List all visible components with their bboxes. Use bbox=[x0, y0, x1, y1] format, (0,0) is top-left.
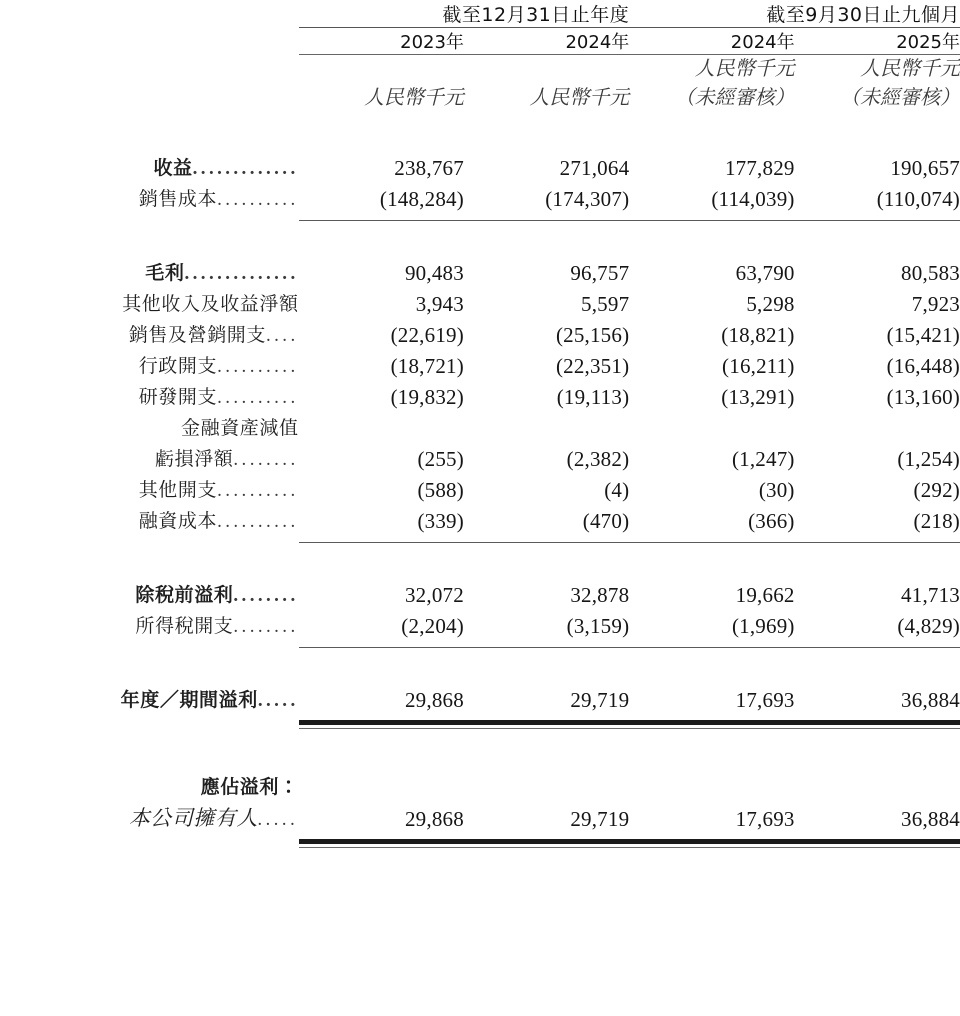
table-row bbox=[0, 413, 960, 444]
cell-value: 19,662 bbox=[735, 583, 795, 607]
row-label-finance-costs: 融資成本.......... bbox=[138, 510, 299, 532]
cell-value: (16,448) bbox=[886, 354, 960, 378]
cell-value: 41,713 bbox=[901, 583, 960, 607]
table-row bbox=[0, 153, 960, 184]
cell-value: (588) bbox=[417, 478, 464, 502]
header-year-2024-annual: 2024年 bbox=[565, 32, 630, 53]
subtotal-rule bbox=[795, 215, 960, 228]
table-row bbox=[0, 580, 960, 611]
subtotal-rule bbox=[464, 215, 629, 228]
subtotal-rule bbox=[299, 215, 464, 228]
cell-value: (15,421) bbox=[886, 323, 960, 347]
total-double-rule bbox=[464, 835, 629, 851]
rule-blank bbox=[0, 716, 299, 732]
total-double-rule bbox=[629, 716, 794, 732]
spacer-before-net-profit bbox=[0, 655, 960, 685]
cell-value: 90,483 bbox=[404, 261, 464, 285]
subtotal-rule bbox=[299, 537, 464, 550]
subtotal-rule-row bbox=[0, 215, 960, 228]
spacer-after-header bbox=[0, 113, 960, 153]
subtotal-rule bbox=[629, 642, 794, 655]
total-double-rule bbox=[464, 716, 629, 732]
table-row bbox=[0, 382, 960, 413]
header-corner-blank bbox=[0, 0, 299, 27]
cell-value: (13,160) bbox=[886, 385, 960, 409]
header-year-2025-interim: 2025年 bbox=[896, 32, 960, 53]
cell-value: (470) bbox=[582, 509, 630, 533]
row-label-other-income: 其他收入及收益淨額 bbox=[122, 293, 299, 315]
subtotal-rule bbox=[464, 537, 629, 550]
subtotal-rule bbox=[629, 215, 794, 228]
row-label-impairment-line2: 虧損淨額........ bbox=[155, 448, 299, 470]
cell-value bbox=[629, 772, 794, 803]
cell-value: 80,583 bbox=[901, 261, 960, 285]
cell-value: 29,868 bbox=[404, 688, 464, 712]
cell-value: (19,113) bbox=[556, 385, 630, 409]
cell-value: 63,790 bbox=[735, 261, 795, 285]
subtotal-rule bbox=[629, 537, 794, 550]
cell-value: (4,829) bbox=[897, 614, 960, 638]
cell-value: 32,878 bbox=[570, 583, 630, 607]
cell-value: 3,943 bbox=[415, 292, 464, 316]
spacer-before-gross-profit bbox=[0, 228, 960, 258]
header-group-row bbox=[0, 0, 960, 27]
header-year-2023: 2023年 bbox=[400, 32, 464, 53]
cell-value: (25,156) bbox=[555, 323, 630, 347]
subtotal-rule-row bbox=[0, 537, 960, 550]
cell-value bbox=[795, 413, 960, 444]
cell-value: 7,923 bbox=[911, 292, 960, 316]
cell-value bbox=[299, 772, 464, 803]
cell-value: (2,204) bbox=[401, 614, 464, 638]
table-row bbox=[0, 685, 960, 716]
cell-value: (3,159) bbox=[566, 614, 630, 638]
cell-value: 177,829 bbox=[724, 156, 795, 180]
rule-blank bbox=[0, 215, 299, 228]
unit-line1: 人民幣千元 bbox=[694, 58, 795, 80]
table-row bbox=[0, 803, 960, 835]
unit-line1: 人民幣千元 bbox=[363, 87, 464, 109]
cell-value: (18,821) bbox=[721, 323, 795, 347]
total-double-rule-row bbox=[0, 835, 960, 851]
cell-value: (339) bbox=[417, 509, 464, 533]
row-label-impairment-line1: 金融資產減值 bbox=[181, 417, 299, 439]
header-unit-col-2 bbox=[464, 55, 629, 113]
cell-value: (2,382) bbox=[566, 447, 630, 471]
cell-value: (4) bbox=[604, 478, 630, 502]
header-unit-col-3 bbox=[629, 55, 794, 113]
row-label-cost-of-sales: 銷售成本.......... bbox=[138, 188, 299, 210]
header-unit-blank bbox=[0, 55, 299, 113]
row-label-revenue: 收益............. bbox=[153, 157, 299, 179]
row-label-profit-before-tax: 除稅前溢利........ bbox=[135, 584, 299, 606]
table-row bbox=[0, 351, 960, 382]
cell-value bbox=[299, 413, 464, 444]
cell-value bbox=[464, 772, 629, 803]
cell-value: (30) bbox=[758, 478, 795, 502]
cell-value: 32,072 bbox=[404, 583, 464, 607]
cell-value: (16,211) bbox=[722, 354, 795, 378]
rule-blank bbox=[0, 835, 299, 851]
cell-value: (19,832) bbox=[390, 385, 464, 409]
row-label-gross-profit: 毛利.............. bbox=[145, 262, 299, 284]
spacer-before-attributable bbox=[0, 732, 960, 772]
table-row bbox=[0, 258, 960, 289]
header-year-2024-interim: 2024年 bbox=[730, 32, 795, 53]
header-unit-col-1 bbox=[299, 55, 464, 113]
cell-value: (18,721) bbox=[390, 354, 464, 378]
total-double-rule-row bbox=[0, 716, 960, 732]
cell-value: 29,719 bbox=[570, 688, 630, 712]
subtotal-rule-row bbox=[0, 642, 960, 655]
cell-value bbox=[795, 772, 960, 803]
cell-value: 190,657 bbox=[890, 156, 960, 180]
unit-unaudited-note: （未經審核） bbox=[674, 87, 795, 109]
cell-value: 36,884 bbox=[901, 807, 960, 831]
cell-value: (110,074) bbox=[876, 187, 960, 211]
table-row bbox=[0, 506, 960, 537]
rule-blank bbox=[0, 642, 299, 655]
cell-value bbox=[629, 413, 794, 444]
header-group-annual: 截至12月31日止年度 bbox=[442, 4, 630, 26]
table-row bbox=[0, 444, 960, 475]
table-row bbox=[0, 289, 960, 320]
subtotal-rule bbox=[795, 537, 960, 550]
spacer-before-pretax bbox=[0, 550, 960, 580]
total-double-rule bbox=[795, 835, 960, 851]
cell-value: 29,719 bbox=[570, 807, 630, 831]
cell-value: (1,254) bbox=[897, 447, 960, 471]
cell-value: 96,757 bbox=[570, 261, 630, 285]
cell-value: 5,597 bbox=[581, 292, 630, 316]
cell-value: (13,291) bbox=[721, 385, 795, 409]
row-label-rnd: 研發開支.......... bbox=[138, 386, 299, 408]
table-row bbox=[0, 475, 960, 506]
cell-value: 238,767 bbox=[394, 156, 464, 180]
total-double-rule bbox=[299, 835, 464, 851]
total-double-rule bbox=[795, 716, 960, 732]
row-label-profit-for-period: 年度／期間溢利..... bbox=[120, 689, 299, 711]
header-group-ninemonths: 截至9月30日止九個月 bbox=[766, 4, 960, 26]
subtotal-rule bbox=[299, 642, 464, 655]
cell-value: (174,307) bbox=[545, 187, 630, 211]
row-label-other-expenses: 其他開支.......... bbox=[138, 479, 299, 501]
cell-value: (1,247) bbox=[731, 447, 795, 471]
cell-value: 36,884 bbox=[901, 688, 960, 712]
row-label-administrative: 行政開支.......... bbox=[138, 355, 299, 377]
row-label-owners-of-company: 本公司擁有人..... bbox=[128, 806, 299, 830]
cell-value: 5,298 bbox=[746, 292, 795, 316]
cell-value: (292) bbox=[913, 478, 960, 502]
row-label-attributable-heading: 應佔溢利： bbox=[200, 776, 299, 798]
row-label-income-tax: 所得稅開支........ bbox=[135, 615, 299, 637]
total-double-rule bbox=[299, 716, 464, 732]
total-double-rule bbox=[629, 835, 794, 851]
cell-value: (255) bbox=[417, 447, 464, 471]
cell-value: (148,284) bbox=[379, 187, 464, 211]
unit-line1: 人民幣千元 bbox=[860, 58, 960, 80]
header-year-row bbox=[0, 28, 960, 54]
subtotal-rule bbox=[795, 642, 960, 655]
cell-value: (218) bbox=[913, 509, 960, 533]
table-row bbox=[0, 772, 960, 803]
row-label-selling-marketing: 銷售及營銷開支.... bbox=[128, 324, 299, 346]
header-unit-col-4 bbox=[795, 55, 960, 113]
cell-value: (1,969) bbox=[731, 614, 795, 638]
cell-value: (366) bbox=[748, 509, 795, 533]
unit-unaudited-note: （未經審核） bbox=[840, 87, 960, 109]
cell-value: (22,619) bbox=[390, 323, 464, 347]
cell-value: 29,868 bbox=[404, 807, 464, 831]
header-unit-row bbox=[0, 55, 960, 113]
table-row bbox=[0, 184, 960, 215]
subtotal-rule bbox=[464, 642, 629, 655]
cell-value: 271,064 bbox=[559, 156, 630, 180]
unit-line1: 人民幣千元 bbox=[529, 87, 630, 109]
rule-blank bbox=[0, 537, 299, 550]
header-year-blank bbox=[0, 28, 299, 54]
cell-value: (22,351) bbox=[555, 354, 630, 378]
table-row bbox=[0, 320, 960, 351]
cell-value: (114,039) bbox=[711, 187, 795, 211]
table-row bbox=[0, 611, 960, 642]
cell-value: 17,693 bbox=[735, 807, 795, 831]
cell-value bbox=[464, 413, 629, 444]
cell-value: 17,693 bbox=[735, 688, 795, 712]
